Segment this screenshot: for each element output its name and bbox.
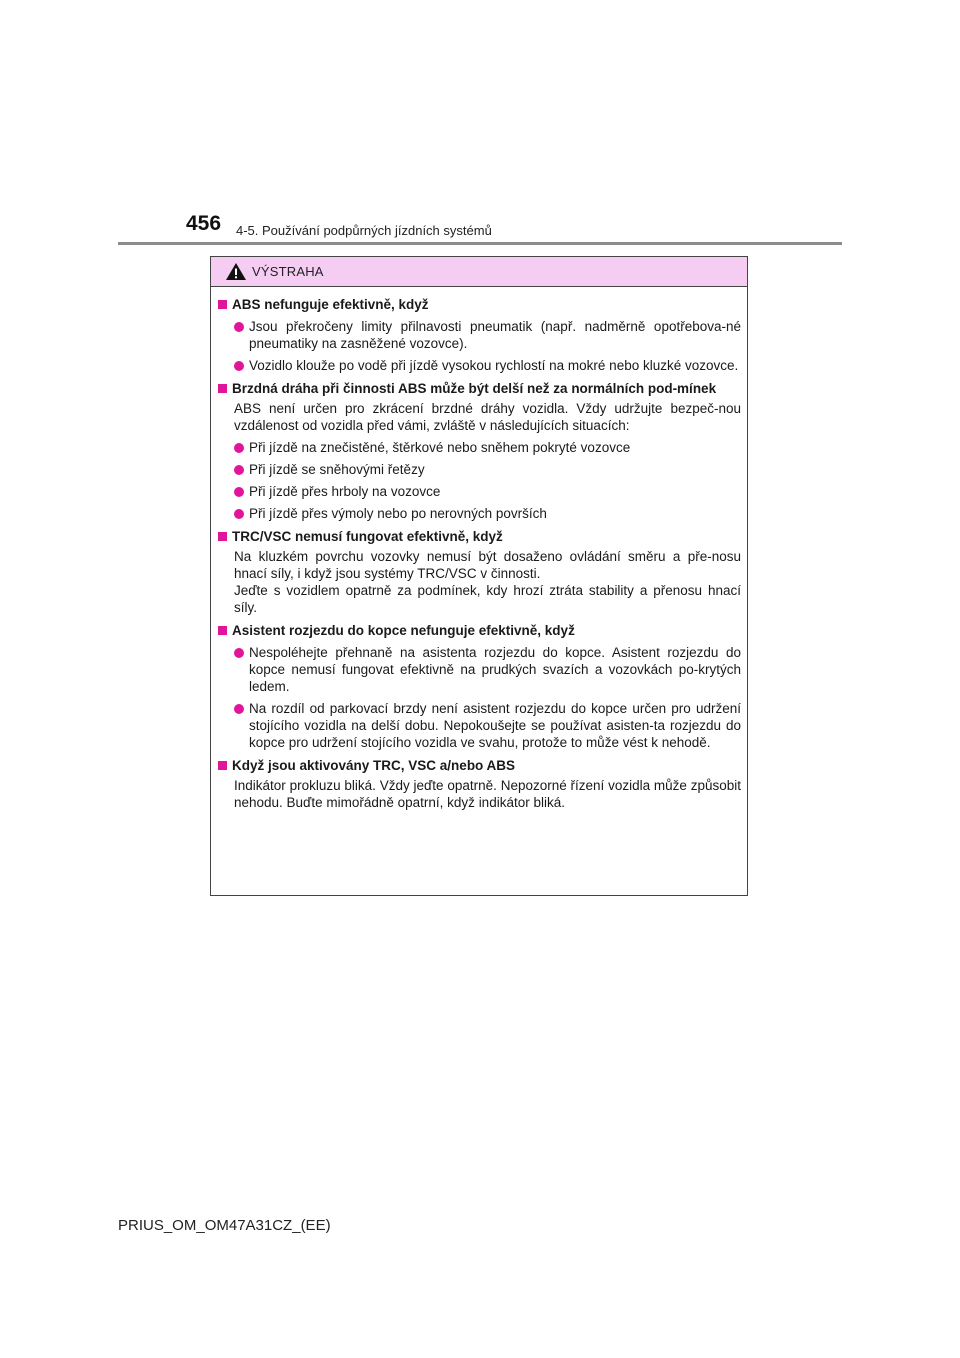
square-bullet-icon xyxy=(218,532,227,541)
warning-box xyxy=(210,256,748,896)
warning-section xyxy=(218,380,741,522)
round-bullet-icon xyxy=(234,648,244,658)
bullet-text: Jsou překročeny limity přilnavosti pneumatik (např. nadměrně opotřebova-né pneumatiky na zasněžené vozovce). xyxy=(249,319,741,351)
section-paragraph: Na kluzkém povrchu vozovky nemusí být dosaženo ovládání směru a pře-nosu hnací síly, i když jsou systémy TRC/VSC v činnosti. xyxy=(234,549,741,581)
section-title-text: Asistent rozjezdu do kopce nefunguje efektivně, když xyxy=(232,623,575,638)
warning-body xyxy=(211,287,747,811)
chapter-title: 4-5. Používání podpůrných jízdních systémů xyxy=(236,223,492,238)
bullet-text: Vozidlo klouže po vodě při jízdě vysokou rychlostí na mokré nebo kluzké vozovce. xyxy=(249,358,739,373)
section-paragraph: ABS není určen pro zkrácení brzdné dráhy vozidla. Vždy udržujte bezpeč-nou vzdálenost od vozidla před vámi, zvláště v následujících situacích: xyxy=(234,401,741,433)
bullet-text: Při jízdě se sněhovými řetězy xyxy=(249,462,425,477)
bullet-text: Při jízdě přes hrboly na vozovce xyxy=(249,484,441,499)
round-bullet-icon xyxy=(234,465,244,475)
bullet-item xyxy=(234,461,741,478)
round-bullet-icon xyxy=(234,704,244,714)
document-code: PRIUS_OM_OM47A31CZ_(EE) xyxy=(118,1217,331,1234)
section-paragraph: Jeďte s vozidlem opatrně za podmínek, kdy hrozí ztráta stability a přenosu hnací síly. xyxy=(234,583,741,615)
warning-label: VÝSTRAHA xyxy=(252,264,324,279)
round-bullet-icon xyxy=(234,322,244,332)
bullet-text: Na rozdíl od parkovací brzdy není asistent rozjezdu do kopce určen pro udržení stojícího vozidla na delší dobu. Nepokoušejte se používat asisten-ta rozjezdu do kopce pro udržení stojícího vozidla ve svahu, protože to může vést k nehodě. xyxy=(249,701,741,750)
bullet-item xyxy=(234,357,741,374)
bullet-item xyxy=(234,439,741,456)
bullet-item xyxy=(234,700,741,751)
square-bullet-icon xyxy=(218,384,227,393)
bullet-text: Při jízdě na znečistěné, štěrkové nebo sněhem pokryté vozovce xyxy=(249,440,631,455)
section-title xyxy=(218,380,741,397)
section-title xyxy=(218,296,741,313)
warning-section xyxy=(218,528,741,616)
bullet-item xyxy=(234,644,741,695)
bullet-item xyxy=(234,505,741,522)
round-bullet-icon xyxy=(234,487,244,497)
warning-section xyxy=(218,757,741,811)
round-bullet-icon xyxy=(234,509,244,519)
warning-section xyxy=(218,296,741,374)
warning-triangle-icon xyxy=(225,262,247,281)
bullet-text: Při jízdě přes výmoly nebo po nerovných površích xyxy=(249,506,547,521)
square-bullet-icon xyxy=(218,300,227,309)
bullet-text: Nespoléhejte přehnaně na asistenta rozjezdu do kopce. Asistent rozjezdu do kopce nemusí fungovat efektivně na prudkých svazích a vozovkách po-krytých ledem. xyxy=(249,645,741,694)
section-title xyxy=(218,757,741,774)
bullet-item xyxy=(234,318,741,352)
round-bullet-icon xyxy=(234,361,244,371)
section-title-text: ABS nefunguje efektivně, když xyxy=(232,297,429,312)
section-title xyxy=(218,528,741,545)
square-bullet-icon xyxy=(218,761,227,770)
section-title-text: Když jsou aktivovány TRC, VSC a/nebo ABS xyxy=(232,758,516,773)
header-divider xyxy=(118,242,842,245)
section-title-text: TRC/VSC nemusí fungovat efektivně, když xyxy=(232,529,503,544)
warning-section xyxy=(218,622,741,751)
warning-header xyxy=(211,257,747,287)
round-bullet-icon xyxy=(234,443,244,453)
section-title-text: Brzdná dráha při činnosti ABS může být delší než za normálních pod-mínek xyxy=(232,381,717,396)
section-title xyxy=(218,622,741,639)
section-paragraph: Indikátor prokluzu bliká. Vždy jeďte opatrně. Nepozorné řízení vozidla může způsobit nehodu. Buďte mimořádně opatrní, když indikátor bliká. xyxy=(234,778,741,810)
square-bullet-icon xyxy=(218,626,227,635)
page-number: 456 xyxy=(186,212,222,235)
bullet-item xyxy=(234,483,741,500)
